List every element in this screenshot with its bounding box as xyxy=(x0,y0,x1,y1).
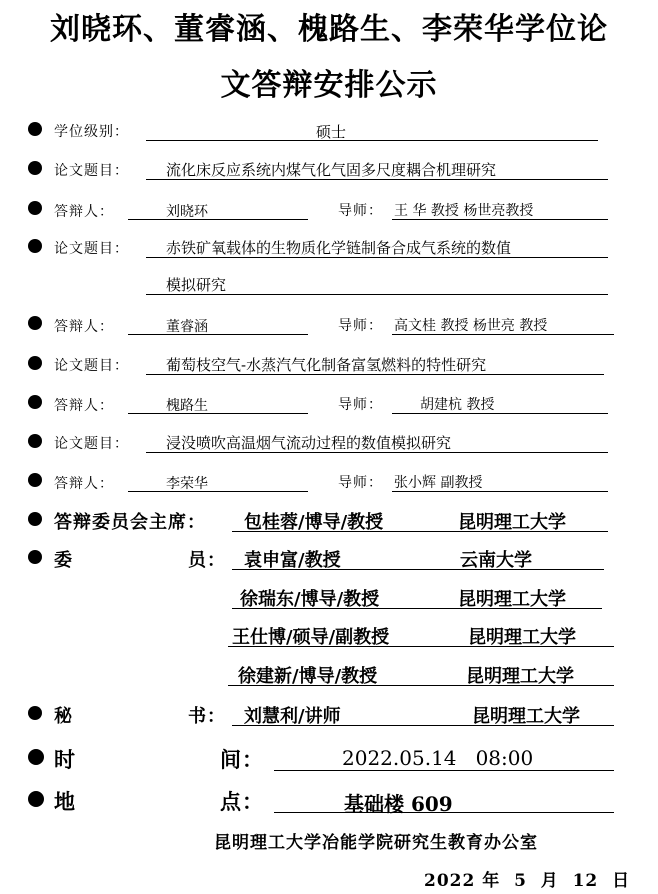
degree-row xyxy=(0,118,658,148)
bullet-icon xyxy=(28,706,42,720)
defender-label: 答辩人： xyxy=(54,398,114,414)
member-org: 昆明理工大学 xyxy=(468,627,576,648)
time-label-2: 间： xyxy=(220,747,264,772)
bullet-icon xyxy=(28,473,42,487)
degree-value: 硕士 xyxy=(316,123,347,141)
member-name: 徐建新/博导/教授 xyxy=(238,666,378,687)
advisor-name: 高文桂 教授 杨世亮 教授 xyxy=(394,318,548,334)
defender-name: 李荣华 xyxy=(166,476,208,492)
committee-member-row-3 xyxy=(0,622,658,652)
member-name: 王仕博/硕导/副教授 xyxy=(232,627,390,648)
bullet-icon xyxy=(28,122,42,136)
advisor-label: 导师： xyxy=(338,475,383,491)
time-label-1: 时 xyxy=(54,747,76,772)
thesis-title-continued: 模拟研究 xyxy=(166,276,227,294)
bullet-icon xyxy=(28,239,42,253)
member-org: 昆明理工大学 xyxy=(458,589,566,610)
bullet-icon xyxy=(28,356,42,370)
committee-chair-label: 答辩委员会主席： xyxy=(54,512,206,533)
thesis-title: 流化床反应系统内煤气化气固多尺度耦合机理研究 xyxy=(166,161,497,179)
thesis-row-2 xyxy=(0,235,658,265)
thesis-title: 浸没喷吹高温烟气流动过程的数值模拟研究 xyxy=(166,434,452,452)
issue-date: 2022 年 5 月 12 日 xyxy=(424,871,631,891)
defender-row-4 xyxy=(0,469,658,499)
issuer: 昆明理工大学冶能学院研究生教育办公室 xyxy=(214,833,538,853)
defender-row-3 xyxy=(0,391,658,421)
thesis-label: 论文题目： xyxy=(54,358,129,374)
member-org: 昆明理工大学 xyxy=(466,666,574,687)
member-label-1: 委 xyxy=(54,550,73,571)
degree-label: 学位级别： xyxy=(54,124,129,140)
defender-name: 刘晓环 xyxy=(166,204,208,220)
title-line-1: 刘晓环、董睿涵、槐路生、李荣华学位论 xyxy=(50,12,608,47)
chair-org: 昆明理工大学 xyxy=(458,512,566,533)
defender-label: 答辩人： xyxy=(54,476,114,492)
secretary-row xyxy=(0,701,658,731)
thesis-label: 论文题目： xyxy=(54,163,129,179)
bullet-icon xyxy=(28,550,42,564)
defender-label: 答辩人： xyxy=(54,319,114,335)
place-value: 基础楼 609 xyxy=(344,792,453,816)
advisor-label: 导师： xyxy=(338,318,383,334)
defender-row-1 xyxy=(0,197,658,227)
secretary-label-2: 书： xyxy=(188,706,226,727)
defender-row-2 xyxy=(0,312,658,342)
bullet-icon xyxy=(28,749,44,765)
member-name: 徐瑞东/博导/教授 xyxy=(240,589,380,610)
bullet-icon xyxy=(28,791,44,807)
committee-chair-row xyxy=(0,507,658,537)
defender-underline xyxy=(128,312,308,335)
committee-member-row-1 xyxy=(0,545,658,575)
bullet-icon xyxy=(28,161,42,175)
committee-member-row-2 xyxy=(0,584,658,614)
advisor-name: 王 华 教授 杨世亮教授 xyxy=(394,203,534,219)
place-label-2: 点： xyxy=(220,789,264,814)
thesis-label: 论文题目： xyxy=(54,241,129,257)
member-label-2: 员： xyxy=(188,550,226,571)
chair-name: 包桂蓉/博导/教授 xyxy=(244,512,384,533)
thesis-label: 论文题目： xyxy=(54,436,129,452)
member-org: 云南大学 xyxy=(460,550,532,571)
bullet-icon xyxy=(28,316,42,330)
advisor-label: 导师： xyxy=(338,397,383,413)
thesis-row-1 xyxy=(0,157,658,187)
member-name: 袁申富/教授 xyxy=(244,550,341,571)
place-label-1: 地 xyxy=(54,789,76,814)
time-row xyxy=(0,742,658,772)
thesis-row-4 xyxy=(0,430,658,460)
advisor-name: 张小辉 副教授 xyxy=(394,475,483,491)
place-row xyxy=(0,784,658,814)
thesis-title: 葡萄枝空气-水蒸汽气化制备富氢燃料的特性研究 xyxy=(166,356,487,374)
defender-underline xyxy=(128,469,308,492)
advisor-name: 胡建杭 教授 xyxy=(420,397,495,413)
defender-name: 槐路生 xyxy=(166,398,208,414)
defender-underline xyxy=(128,391,308,414)
secretary-label-1: 秘 xyxy=(54,706,73,727)
bullet-icon xyxy=(28,512,42,526)
bullet-icon xyxy=(28,201,42,215)
time-value: 2022.05.14 08:00 xyxy=(342,746,534,770)
defender-name: 董睿涵 xyxy=(166,319,208,335)
advisor-label: 导师： xyxy=(338,203,383,219)
bullet-icon xyxy=(28,434,42,448)
secretary-org: 昆明理工大学 xyxy=(472,706,580,727)
defender-underline xyxy=(128,197,308,220)
committee-member-row-4 xyxy=(0,661,658,691)
title-line-2: 文答辩安排公示 xyxy=(220,68,438,103)
thesis-title: 赤铁矿氧载体的生物质化学链制备合成气系统的数值 xyxy=(166,239,512,257)
defender-label: 答辩人： xyxy=(54,204,114,220)
thesis-row-3 xyxy=(0,352,658,382)
thesis-row-2-continued xyxy=(0,272,658,302)
bullet-icon xyxy=(28,395,42,409)
secretary-name: 刘慧利/讲师 xyxy=(244,706,341,727)
degree-underline xyxy=(146,118,598,141)
